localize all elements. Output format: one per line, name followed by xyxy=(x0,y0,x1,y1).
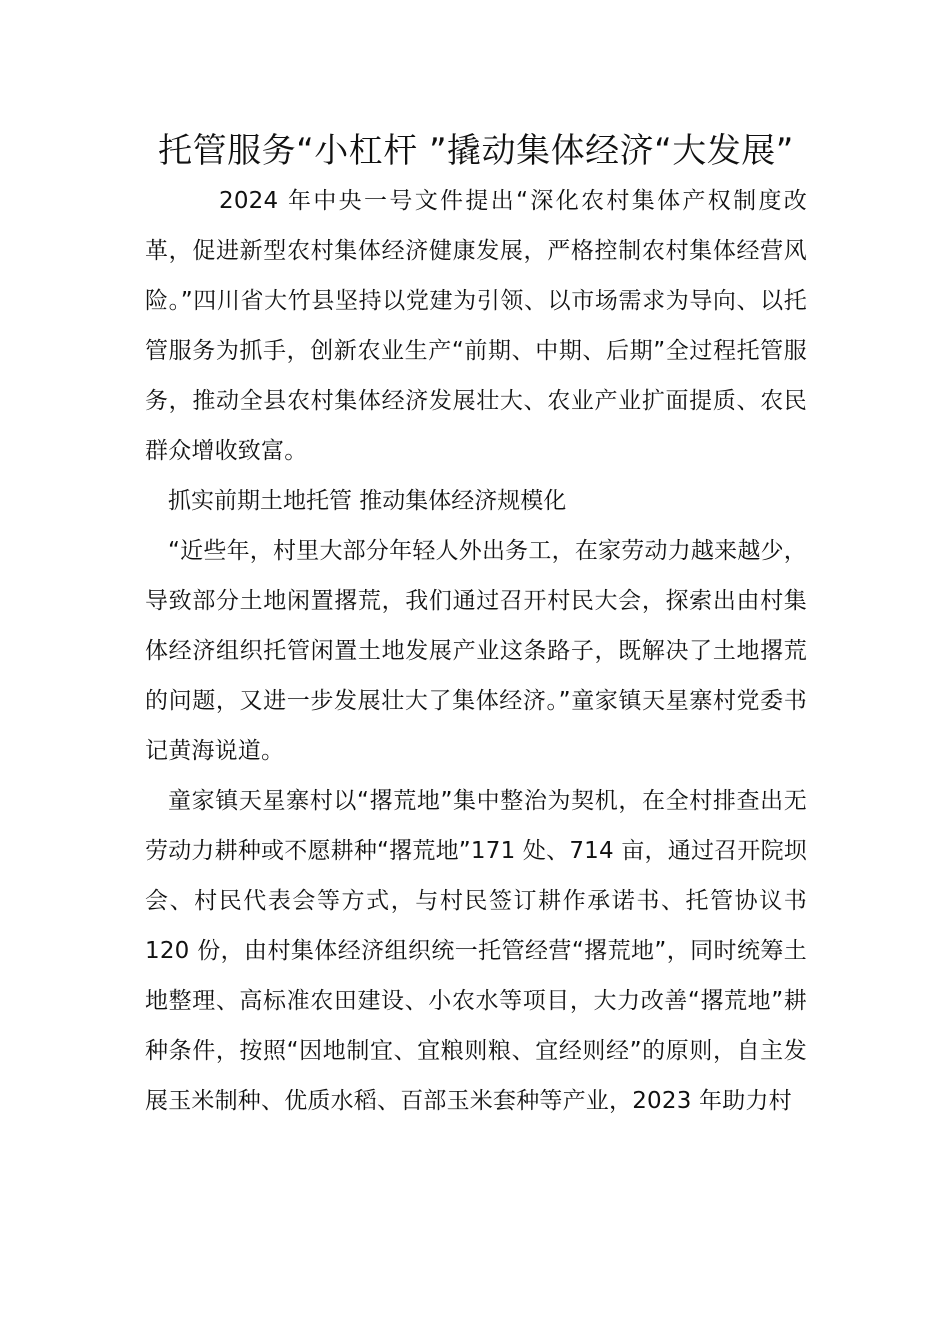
quote-paragraph: “近些年，村里大部分年轻人外出务工，在家劳动力越来越少，导致部分土地闲置撂荒，我们通过召开村民大会，探索出由村集体经济组织托管闲置土地发展产业这条路子，既解决了土地撂荒的问题，又进一步发展壮大了集体经济。”童家镇天星寨村党委书记黄海说道。 xyxy=(145,538,807,764)
intro-paragraph: 2024 年中央一号文件提出“深化农村集体产权制度改革，促进新型农村集体经济健康发展，严格控制农村集体经营风险。”四川省大竹县坚持以党建为引领、以市场需求为导向、以托管服务为抓手，创新农业生产“前期、中期、后期”全过程托管服务，推动全县农村集体经济发展壮大、农业产业扩面提质、农民群众增收致富。 xyxy=(145,188,807,464)
document-title: 托管服务“小杠杆 ”撬动集体经济“大发展” xyxy=(158,131,794,171)
section-heading: 抓实前期土地托管 推动集体经济规模化 xyxy=(168,488,567,514)
body-paragraph: 童家镇天星寨村以“撂荒地”集中整治为契机，在全村排查出无劳动力耕种或不愿耕种“撂荒地”171 处、714 亩，通过召开院坝会、村民代表会等方式，与村民签订耕作承诺书、托管协议书 120 份，由村集体经济组织统一托管经营“撂荒地”，同时统筹土地整理、高标准农田建设、小农水等项目，大力改善“撂荒地”耕种条件，按照“因地制宜、宜粮则粮、宜经则经”的原则，自主发展玉米制种、优质水稻、百部玉米套种等产业，2023 年助力村 xyxy=(145,788,807,1114)
document-body xyxy=(145,126,807,1126)
